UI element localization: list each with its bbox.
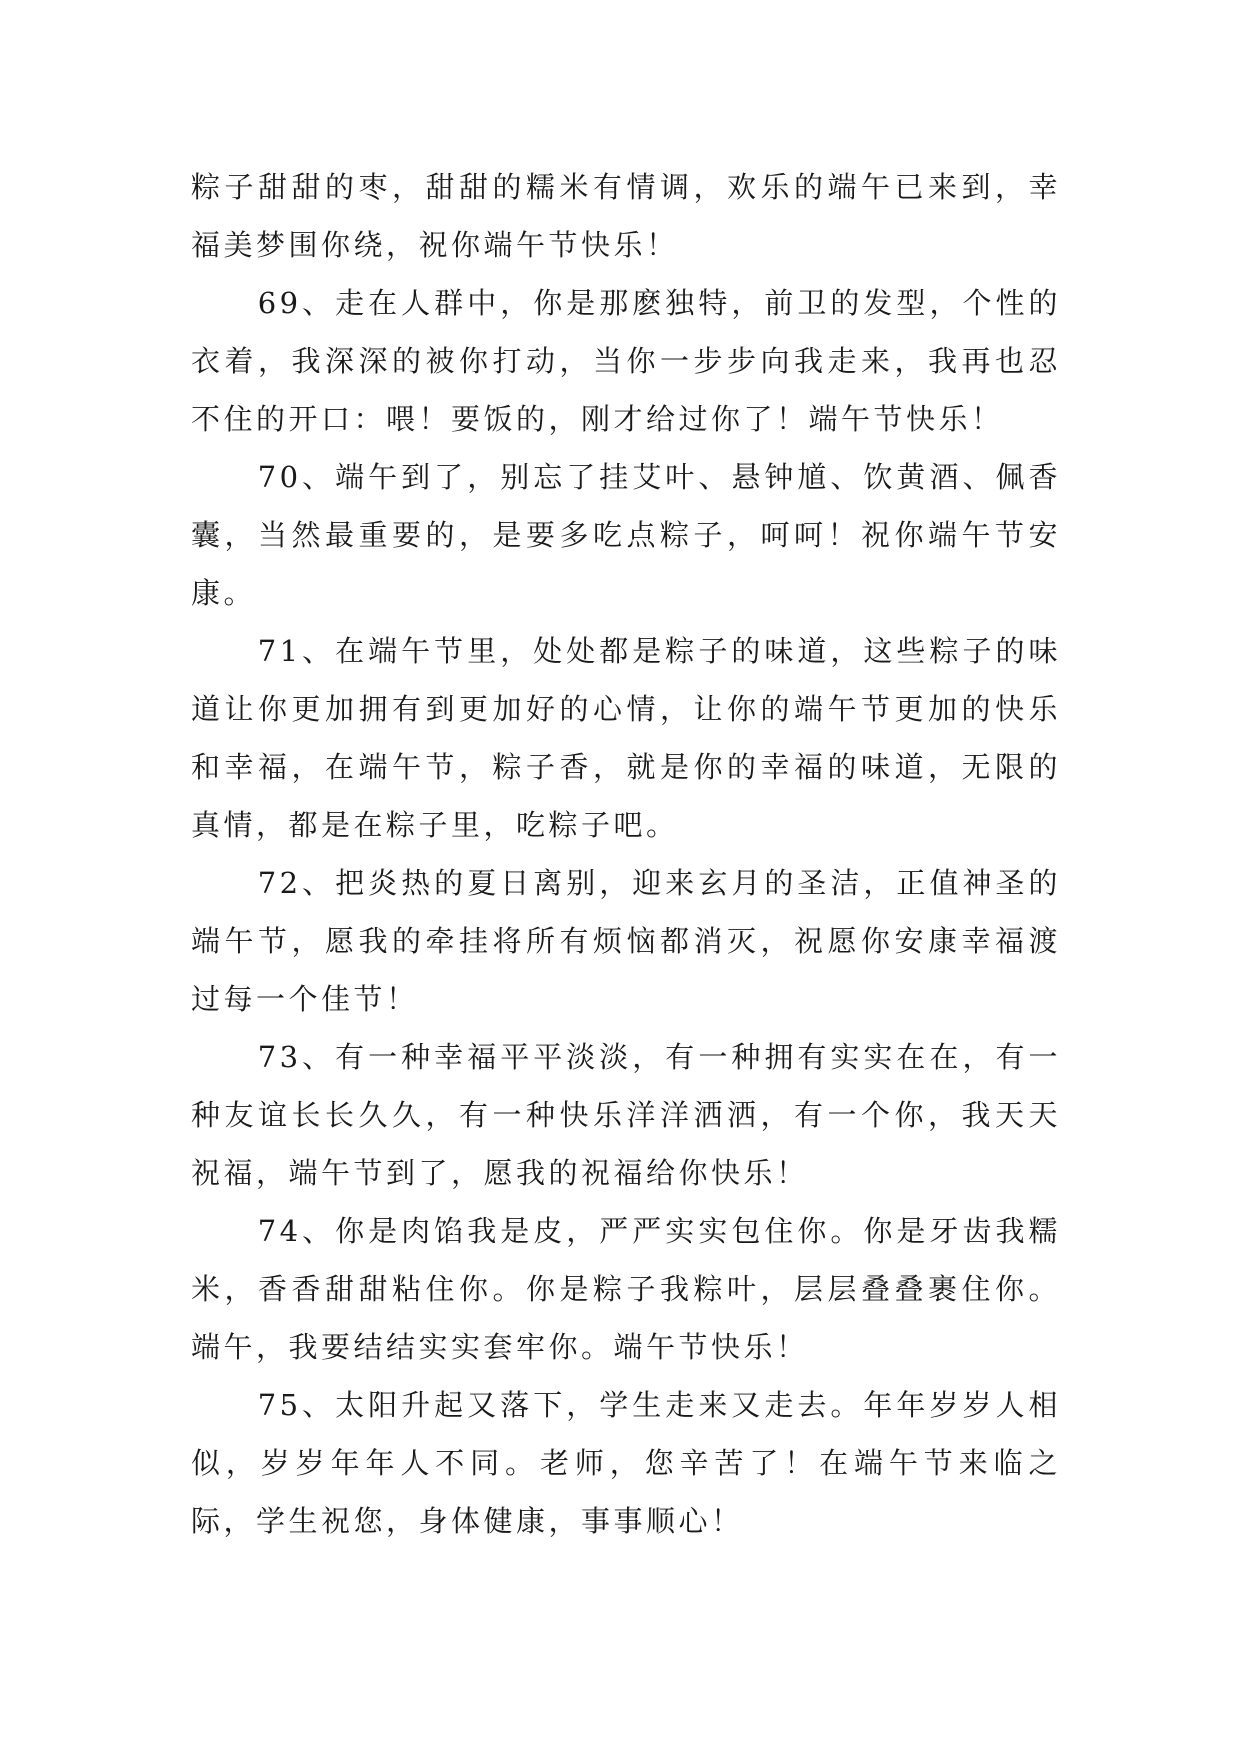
document-body — [191, 158, 1061, 1550]
paragraph-73: 73、有一种幸福平平淡淡，有一种拥有实实在在，有一种友谊长长久久，有一种快乐洋洋洒洒，有一个你，我天天祝福，端午节到了，愿我的祝福给你快乐！ — [191, 1040, 1061, 1190]
paragraph-72: 72、把炎热的夏日离别，迎来玄月的圣洁，正值神圣的端午节，愿我的牵挂将所有烦恼都消灭，祝愿你安康幸福渡过每一个佳节！ — [191, 866, 1061, 1016]
paragraph-74: 74、你是肉馅我是皮，严严实实包住你。你是牙齿我糯米，香香甜甜粘住你。你是粽子我粽叶，层层叠叠裹住你。端午，我要结结实实套牢你。端午节快乐！ — [191, 1214, 1061, 1364]
paragraph-continuation: 粽子甜甜的枣，甜甜的糯米有情调，欢乐的端午已来到，幸福美梦围你绕，祝你端午节快乐！ — [191, 170, 1061, 262]
paragraph-71: 71、在端午节里，处处都是粽子的味道，这些粽子的味道让你更加拥有到更加好的心情，让你的端午节更加的快乐和幸福，在端午节，粽子香，就是你的幸福的味道，无限的真情，都是在粽子里，吃粽子吧。 — [191, 634, 1061, 842]
paragraph-75: 75、太阳升起又落下，学生走来又走去。年年岁岁人相似，岁岁年年人不同。老师，您辛苦了！在端午节来临之际，学生祝您，身体健康，事事顺心！ — [191, 1388, 1061, 1538]
paragraph-69: 69、走在人群中，你是那麽独特，前卫的发型，个性的衣着，我深深的被你打动，当你一步步向我走来，我再也忍不住的开口：喂！要饭的，刚才给过你了！端午节快乐！ — [191, 286, 1061, 436]
paragraph-70: 70、端午到了，别忘了挂艾叶、悬钟馗、饮黄酒、佩香囊，当然最重要的，是要多吃点粽子，呵呵！祝你端午节安康。 — [191, 460, 1061, 610]
